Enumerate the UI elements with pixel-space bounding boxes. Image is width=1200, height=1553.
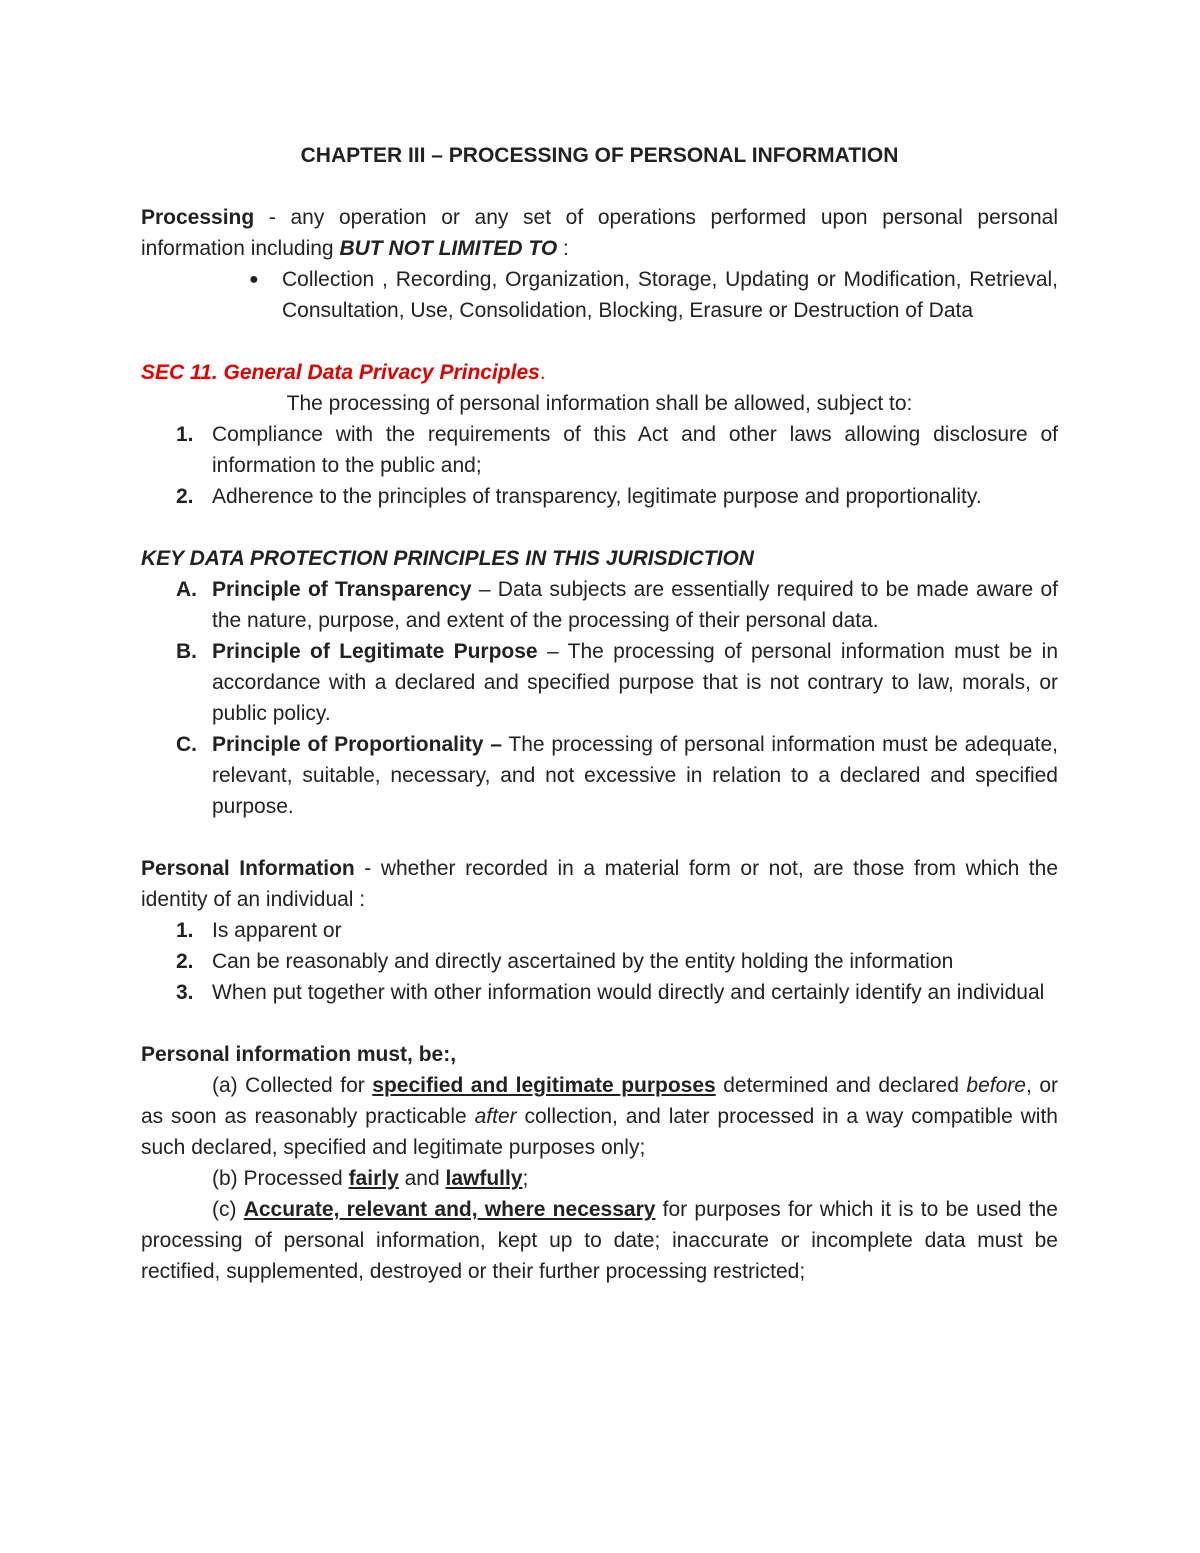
list-marker: 1. [176, 919, 194, 942]
personal-info-item-text: Can be reasonably and directly ascertained by the entity holding the information [212, 950, 954, 973]
principle-sep: – [471, 578, 498, 601]
item-b-and: and [398, 1167, 446, 1190]
personal-info-definition-text: - whether recorded in a material form or not, are those from which the identity of an individual : [141, 857, 1058, 911]
personal-info-item-text: Is apparent or [212, 919, 342, 942]
list-item [141, 915, 1058, 946]
item-b-fairly: fairly [348, 1167, 399, 1190]
sec11-item-text: Adherence to the principles of transparency, legitimate purpose and proportionality. [212, 485, 982, 508]
list-item [141, 946, 1058, 977]
personal-info-term: Personal Information [141, 857, 355, 880]
list-item [141, 481, 1058, 512]
item-a-after: after [474, 1105, 517, 1128]
key-principles-list [141, 574, 1058, 822]
list-marker: 2. [176, 950, 194, 973]
personal-info-item-text: When put together with other information would directly and certainly identify an individual [212, 981, 1045, 1004]
list-item [141, 574, 1058, 636]
key-principles-heading: KEY DATA PROTECTION PRINCIPLES IN THIS JURISDICTION [141, 547, 754, 570]
item-c-rest: for purposes for which it is to be used the processing of personal information, kept up to date; inaccurate or incomplete data must be rectified, supplemented, destroyed or their further processing restricted; [141, 1198, 1058, 1283]
item-a-emphasis: specified and legitimate purposes [372, 1074, 716, 1097]
item-a-mid: determined and declared [715, 1074, 967, 1097]
document-page [141, 140, 1058, 1287]
principle-term: Principle of Proportionality – [212, 733, 502, 756]
list-marker: 1. [176, 423, 194, 446]
principle-term: Principle of Legitimate Purpose [212, 640, 538, 663]
processing-definition [141, 202, 1058, 264]
personal-info-list [141, 915, 1058, 1008]
personal-info-definition [141, 853, 1058, 915]
principle-sep: – [537, 640, 568, 663]
processing-emphasis: BUT NOT LIMITED TO [339, 237, 558, 260]
sec11-heading: SEC 11. General Data Privacy Principles [141, 361, 540, 384]
processing-term: Processing [141, 206, 255, 229]
item-a-prefix: (a) Collected for [212, 1074, 373, 1097]
item-c-prefix: (c) [212, 1198, 244, 1221]
processing-definition-part1: - any operation or any set of operations performed upon personal personal information including [141, 206, 1058, 260]
must-be-item-b [141, 1163, 1058, 1194]
list-item [141, 264, 1058, 326]
list-marker: C. [176, 733, 197, 756]
sec11-heading-line [141, 357, 1058, 388]
must-be-item-a [141, 1070, 1058, 1163]
item-a-mid2: , or as soon as reasonably practicable [141, 1074, 1058, 1128]
list-item [141, 977, 1058, 1008]
item-a-before: before [966, 1074, 1026, 1097]
principle-text: The processing of personal information must be adequate, relevant, suitable, necessary, and not excessive in relation to a declared and specified purpose. [212, 733, 1058, 818]
processing-bullet-text: Collection , Recording, Organization, Storage, Updating or Modification, Retrieval, Consultation, Use, Consolidation, Blocking, Erasure or Destruction of Data [282, 268, 1058, 322]
must-be-heading: Personal information must, be:, [141, 1043, 457, 1066]
processing-definition-part2: : [557, 237, 569, 260]
list-marker: B. [176, 640, 197, 663]
bullet-icon: ● [249, 271, 259, 288]
principle-text: The processing of personal information must be in accordance with a declared and specified purpose that is not contrary to law, morals, or public policy. [212, 640, 1059, 725]
principle-term: Principle of Transparency [212, 578, 472, 601]
list-marker: A. [176, 578, 197, 601]
must-be-item-c [141, 1194, 1058, 1287]
chapter-title: CHAPTER III – PROCESSING OF PERSONAL INFORMATION [300, 144, 899, 167]
list-marker: 3. [176, 981, 194, 1004]
sec11-list [141, 419, 1058, 512]
principle-text: Data subjects are essentially required to be made aware of the nature, purpose, and extent of the processing of their personal data. [212, 578, 1058, 632]
list-marker: 2. [176, 485, 194, 508]
list-item [141, 419, 1058, 481]
sec11-item-text: Compliance with the requirements of this Act and other laws allowing disclosure of information to the public and; [212, 423, 1058, 477]
item-b-prefix: (b) Processed [212, 1167, 349, 1190]
item-c-emphasis: Accurate, relevant and, where necessary [243, 1198, 656, 1221]
list-item [141, 636, 1058, 729]
processing-bullet-list [141, 264, 1058, 326]
sec11-heading-suffix: . [539, 361, 546, 384]
sec11-intro: The processing of personal information shall be allowed, subject to: [286, 392, 913, 415]
item-b-end: ; [522, 1167, 529, 1190]
list-item [141, 729, 1058, 822]
item-b-lawfully: lawfully [445, 1167, 523, 1190]
item-a-rest: collection, and later processed in a way compatible with such declared, specified and legitimate purposes only; [141, 1105, 1058, 1159]
